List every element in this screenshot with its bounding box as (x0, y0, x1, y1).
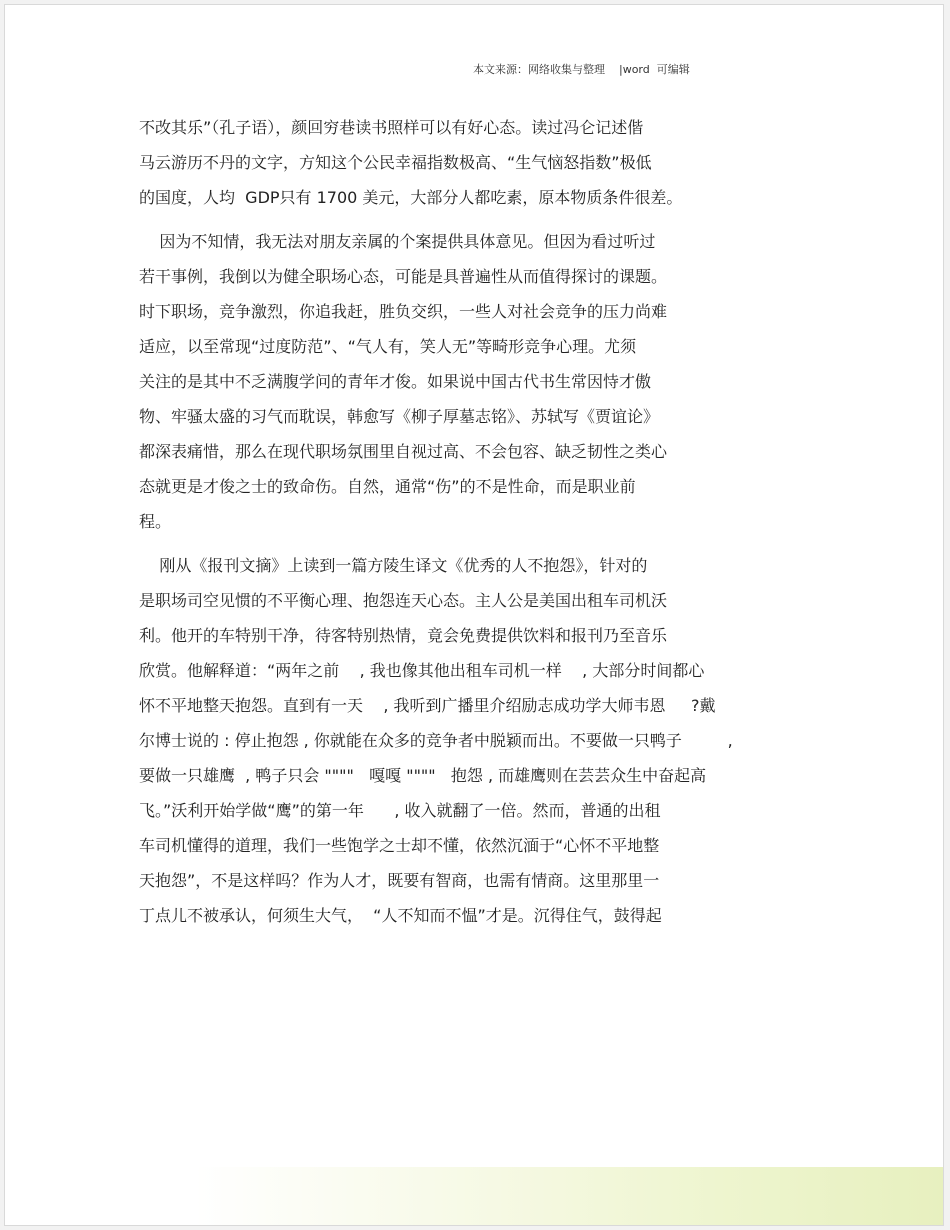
text-line: 程。 (139, 512, 172, 531)
text-line: 利。他开的车特别干净，待客特别热情，竟会免费提供饮料和报刊乃至音乐 (139, 626, 668, 645)
text-line: 因为不知情，我无法对朋友亲属的个案提供具体意见。但因为看过听过 (139, 232, 656, 251)
document-body (139, 118, 839, 941)
text-line: 时下职场，竞争激烈，你追我赶，胜负交织，一些人对社会竞争的压力尚难 (139, 302, 668, 321)
text-line: 不改其乐”（孔子语），颜回穷巷读书照样可以有好心态。读过冯仑记述偕 (139, 118, 644, 137)
text-line: 物、牢骚太盛的习气而耽误，韩愈写《柳子厚墓志铭》、苏轼写《贾谊论》 (139, 407, 660, 426)
text-line: 态就更是才俊之士的致命伤。自然，通常“伤”的不是性命，而是职业前 (139, 477, 636, 496)
text-line: 飞。”沃利开始学做“鹰”的第一年 , 收入就翻了一倍。然而，普通的出租 (139, 801, 661, 820)
text-line: 是职场司空见惯的不平衡心理、抱怨连天心态。主人公是美国出租车司机沃 (139, 591, 668, 610)
text-line: 要做一只雄鹰 , 鸭子只会 """" 嘎嘎 """" 抱怨 , 而雄鹰则在芸芸众生中奋起高 (139, 766, 707, 785)
text-line: 天抱怨”，不是这样吗？作为人才，既要有智商，也需有情商。这里那里一 (139, 871, 660, 890)
text-line: 马云游历不丹的文字，方知这个公民幸福指数极高、“生气恼怒指数”极低 (139, 153, 652, 172)
text-line: 怀不平地整天抱怨。直到有一天 , 我听到广播里介绍励志成功学大师韦恩 ?戴 (139, 696, 716, 715)
text-line: 关注的是其中不乏满腹学问的青年才俊。如果说中国古代书生常因恃才傲 (139, 372, 652, 391)
text-line: 若干事例，我倒以为健全职场心态，可能是具普遍性从而值得探讨的课题。 (139, 267, 668, 286)
text-line: 适应，以至常现“过度防范”、“气人有，笑人无”等畸形竞争心理。尤须 (139, 337, 637, 356)
text-line: 丁点儿不被承认，何须生大气， “人不知而不愠”才是。沉得住气，鼓得起 (139, 906, 662, 925)
text-line: 车司机懂得的道理，我们一些饱学之士却不懂，依然沉湎于“心怀不平地整 (139, 836, 660, 855)
text-line: 都深表痛惜，那么在现代职场氛围里自视过高、不会包容、缺乏韧性之类心 (139, 442, 668, 461)
text-line: 刚从《报刊文摘》上读到一篇方陵生译文《优秀的人不抱怨》，针对的 (139, 556, 648, 575)
document-page (4, 4, 944, 1226)
text-line: 的国度，人均 GDP只有 1700 美元，大部分人都吃素，原本物质条件很差。 (139, 188, 683, 207)
footer-decoration-band (195, 1167, 943, 1225)
text-line: 欣赏。他解释道：“两年之前 , 我也像其他出租车司机一样 , 大部分时间都心 (139, 661, 705, 680)
text-line: 尔博士说的 : 停止抱怨 , 你就能在众多的竞争者中脱颖而出。不要做一只鸭子 , (139, 731, 733, 750)
page-header-source: 本文来源：网络收集与整理 |word 可编辑 (473, 63, 690, 76)
